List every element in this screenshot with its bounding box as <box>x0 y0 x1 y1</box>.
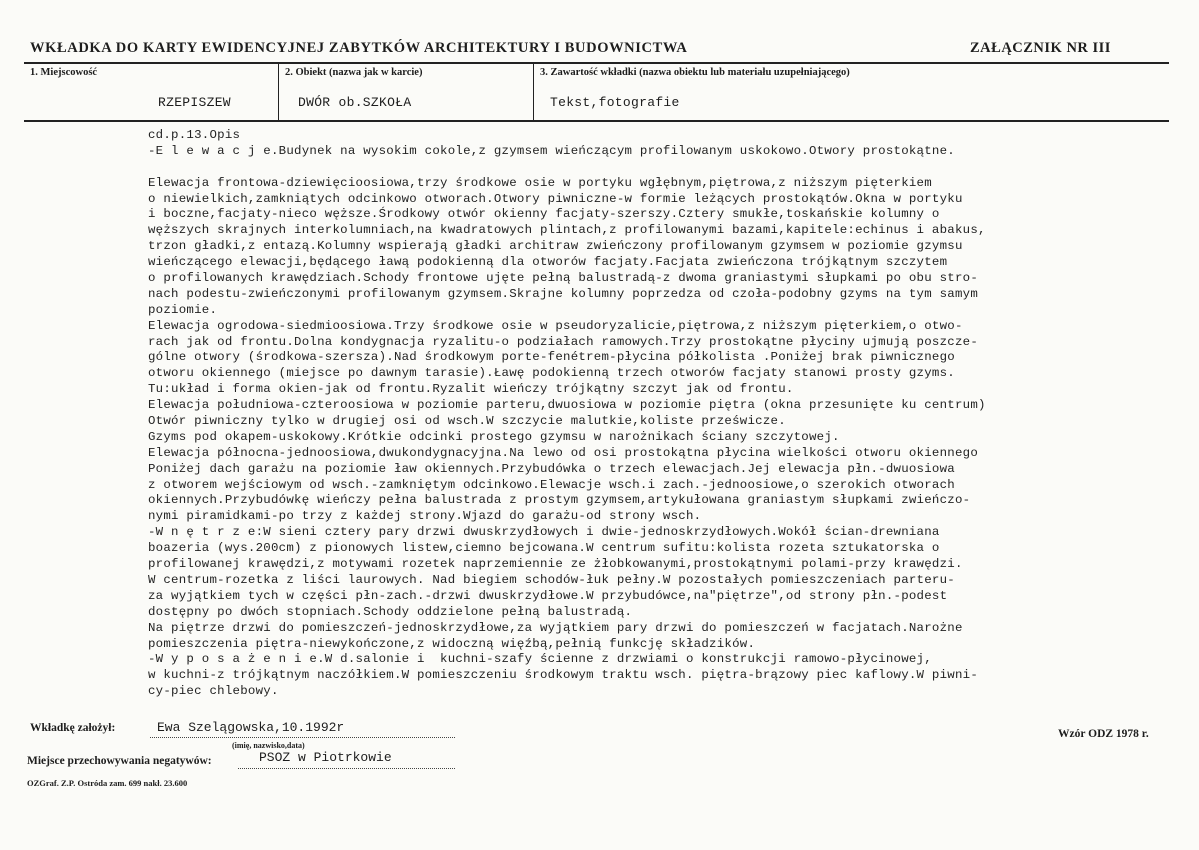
description-line: W centrum-rozetka z liści laurowych. Nad biegiem schodów-łuk pełny.W pozostałych pomieszczeniach parteru- <box>148 572 955 587</box>
printer-imprint: OZGraf. Z.P. Ostróda zam. 699 nakł. 23.600 <box>27 778 188 788</box>
description-line: wieńczącego elewacji,będącego ławą podokienną dla otworów facjaty.Facjata zwieńczona trójkątnym szczytem <box>148 255 948 270</box>
prepared-by-label: Wkładkę założył: <box>30 722 116 734</box>
description-line: boazeria (wys.200cm) z pionowych listew,ciemno bejcowana.W centrum sufitu:kolista rozeta sztukatorska o <box>148 541 940 556</box>
description-line: Elewacja północna-jednoosiowa,dwukondygnacyjna.Na lewo od osi prostokątna płycina wielkości otworu okiennego <box>148 445 979 460</box>
description-line: poziomie. <box>148 302 218 317</box>
field-divider-1 <box>278 62 279 120</box>
description-line: i boczne,facjaty-nieco węższe.Środkowy otwór okienny facjaty-szerszy.Cztery smukłe,toskańskie kolumny o <box>148 207 940 222</box>
description-line: nymi piramidkami-po trzy z każdej strony.Wjazd do garażu-od strony wsch. <box>148 509 702 524</box>
prepared-by-value: Ewa Szelągowska,10.1992r <box>157 720 345 735</box>
form-title: WKŁADKA DO KARTY EWIDENCYJNEJ ZABYTKÓW ARCHITEKTURY I BUDOWNICTWA <box>30 40 688 56</box>
description-line: o niewielkich,zamkniątych odcinkowo otworach.Otwory piwniczne-w formie leżących prostokątów.Okna w portyku <box>148 191 963 206</box>
description-line: cy-piec chlebowy. <box>148 684 279 699</box>
description-line: Tu:układ i forma okien-jak od frontu.Ryzalit wieńczy trójkątny szczyt jak od frontu. <box>148 382 794 397</box>
storage-value: PSOZ w Piotrkowie <box>259 750 392 765</box>
description-line <box>148 160 1178 176</box>
description-line: gólne otwory (środkowa-szersza).Nad środkowym porte-fenétrem-płycina półkolista .Poniżej brak piwnicznego <box>148 350 955 365</box>
description-line: węższych skrajnych interkolumniach,na kwadratowych plintach,z profilowanymi bazami,kapitele:echinus i abakus, <box>148 223 986 238</box>
object-label: 2. Obiekt (nazwa jak w karcie) <box>285 67 423 78</box>
description-line: Na piętrze drzwi do pomieszczeń-jednoskrzydłowe,za wyjątkiem pary drzwi do pomieszczeń w facjatach.Narożne <box>148 620 963 635</box>
prepared-by-note: (imię, nazwisko,data) <box>232 741 305 750</box>
description-line: nach podestu-zwieńczonymi profilowanym gzymsem.Skrajne kolumny poprzedza od czoła-podobny gzyms na tym samym <box>148 286 979 301</box>
storage-line <box>238 768 455 769</box>
form-template-id: Wzór ODZ 1978 r. <box>1058 728 1149 740</box>
description-line: za wyjątkiem tych w części płn-zach.-drzwi dwuskrzydłowe.W przybudówce,na"piętrze",od strony płn.-podest <box>148 588 948 603</box>
contents-label: 3. Zawartość wkładki (nazwa obiektu lub materiału uzupełniającego) <box>540 67 850 78</box>
description-line: Elewacja południowa-czteroosiowa w poziomie parteru,dwuosiowa w poziomie piętra (okna przesunięte ku centrum) <box>148 398 986 413</box>
storage-label: Miejsce przechowywania negatywów: <box>27 755 212 767</box>
description-line: -E l e w a c j e.Budynek na wysokim cokole,z gzymsem wieńczącym profilowanym uskokowo.Otwory prostokątne. <box>148 143 955 158</box>
locality-value: RZEPISZEW <box>158 95 231 110</box>
description-line: pomieszczenia piętra-niewykończone,z widoczną więźbą,pełnią funkcję składzików. <box>148 636 756 651</box>
description-line: profilowanej krawędzi,z motywami rozetek naprzemiennie ze żłobkowanymi,prostokątnymi polami-przy krawędzi. <box>148 557 963 572</box>
object-value: DWÓR ob.SZKOŁA <box>298 95 412 110</box>
attachment-number: ZAŁĄCZNIK NR III <box>970 40 1111 56</box>
description-line: cd.p.13.Opis <box>148 128 241 142</box>
description-line: otworu okiennego (miejsce po dawnym tarasie).Ławę podokienną trzech otworów facjaty stanowi prosty gzyms. <box>148 366 955 381</box>
description-line: Elewacja ogrodowa-siedmioosiowa.Trzy środkowe osie w pseudoryzalicie,piętrowa,z niższym pięterkiem,o otwo- <box>148 318 963 333</box>
description-line: Elewacja frontowa-dziewięcioosiowa,trzy środkowe osie w portyku wgłębnym,piętrowa,z niższym pięterkiem <box>148 175 932 190</box>
description-line: Otwór piwniczny tylko w drugiej osi od wsch.W szczycie malutkie,koliste prześwicze. <box>148 414 786 429</box>
description-text <box>148 128 1178 700</box>
header-rule-bottom <box>24 120 1169 122</box>
contents-value: Tekst,fotografie <box>550 95 680 110</box>
description-line: Poniżej dach garażu na poziomie ław okiennych.Przybudówka o trzech elewacjach.Jej elewacja płn.-dwuosiowa <box>148 461 955 476</box>
description-line: trzon gładki,z entazą.Kolumny wspierają gładki architraw zwieńczony profilowanym gzymsem w poziomie gzymsu <box>148 239 963 254</box>
description-line: w kuchni-z trójkątnym naczółkiem.W pomieszczeniu środkowym traktu wsch. piętra-brązowy piec kaflowy.W piwni- <box>148 668 979 683</box>
description-line: okiennych.Przybudówkę wieńczy pełna balustrada z prostym gzymsem,artykułowana graniastym słupkami zwieńczo- <box>148 493 971 508</box>
prepared-by-line <box>150 737 455 738</box>
description-line: Gzyms pod okapem-uskokowy.Krótkie odcinki prostego gzymsu w narożnikach ściany szczytowej. <box>148 429 840 444</box>
description-line: rach jak od frontu.Dolna kondygnacja ryzalitu-o podziałach ramowych.Trzy prostokątne płyciny ujmują poszcze- <box>148 334 979 349</box>
locality-label: 1. Miejscowość <box>30 67 98 78</box>
description-line: z otworem wejściowym od wsch.-zamkniętym odcinkowo.Elewacje wsch.i zach.-jednoosiowe,o szerokich otworach <box>148 477 955 492</box>
description-line: o profilowanych krawędziach.Schody frontowe ujęte pełną balustradą-z dwoma graniastymi słupkami po obu stro- <box>148 271 979 286</box>
header-rule-top <box>24 62 1169 64</box>
description-line: dostępny po dwóch stopniach.Schody oddzielone pełną balustradą. <box>148 604 633 619</box>
field-divider-2 <box>533 62 534 120</box>
description-line: -W n ę t r z e:W sieni cztery pary drzwi dwuskrzydłowych i dwie-jednoskrzydłowych.Wokół ścian-drewniana <box>148 525 940 540</box>
description-line: -W y p o s a ż e n i e.W d.salonie i kuchni-szafy ścienne z drzwiami o konstrukcji ramowo-płycinowej, <box>148 652 932 667</box>
